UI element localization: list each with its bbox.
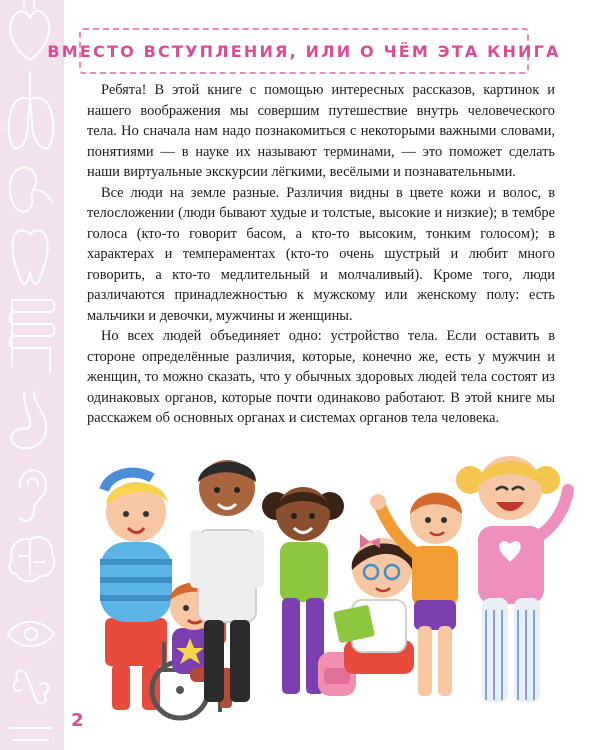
chapter-title-banner	[47, 28, 561, 74]
paragraph: Ребята! В этой книге с помощью интересных рассказов, картинок и нашего воображения мы совершим путешествие внутрь человеческого тела. Но сначала нам надо познакомиться с некоторыми важными словами, понятиями — в науке их называют терминами, — это поможет сделать наши виртуальные экскурсии лёгкими, весёлыми и познавательными.	[87, 82, 555, 180]
bone-icon	[10, 670, 52, 740]
kidney-icon	[10, 168, 52, 212]
tooth-icon	[12, 231, 47, 284]
brain-icon	[9, 537, 54, 581]
ear-icon	[20, 470, 46, 521]
lungs-icon	[9, 72, 54, 148]
boy-with-cap-figure	[100, 473, 172, 710]
girl-pink-top-figure	[456, 456, 568, 702]
page-number: 2	[71, 710, 84, 731]
paragraph: Все люди на земле разные. Различия видны в цвете кожи и волос, в телосложении (люди бывают худые и толстые, высокие и низкие); в тембре голоса (кто-то говорит басом, а кто-то высоким, тонким голосом); в характерах и темпераментах (кто-то очень шустрый и любит много говорить, а кто-то медлительный и молчаливый). Кроме того, люди различаются принадлежностью к мужскому или женскому полу: есть мальчики и девочки, мужчины и женщины.	[87, 184, 555, 324]
chapter-title: ВМЕСТО ВСТУПЛЕНИЯ, ИЛИ О ЧЁМ ЭТА КНИГА	[47, 41, 561, 61]
intro-text	[87, 80, 555, 429]
intestine-icon	[10, 300, 55, 372]
paragraph: Но всех людей объединяет одно: устройство тела. Если оставить в стороне определённые различия, которые, конечно же, есть у мужчин и женщин, то можно сказать, что у обычных здоровых людей тела состоят из одинаковых органов, которые почти одинаково работают. В этой книге мы расскажем об основных органах и системах органов тела человека.	[87, 328, 555, 426]
stomach-icon	[11, 392, 46, 448]
eye-icon	[8, 622, 54, 646]
heart-icon	[10, 0, 49, 60]
children-illustration	[90, 430, 590, 730]
decorative-organ-sidebar	[0, 0, 64, 750]
girl-with-glasses-figure	[333, 534, 414, 674]
